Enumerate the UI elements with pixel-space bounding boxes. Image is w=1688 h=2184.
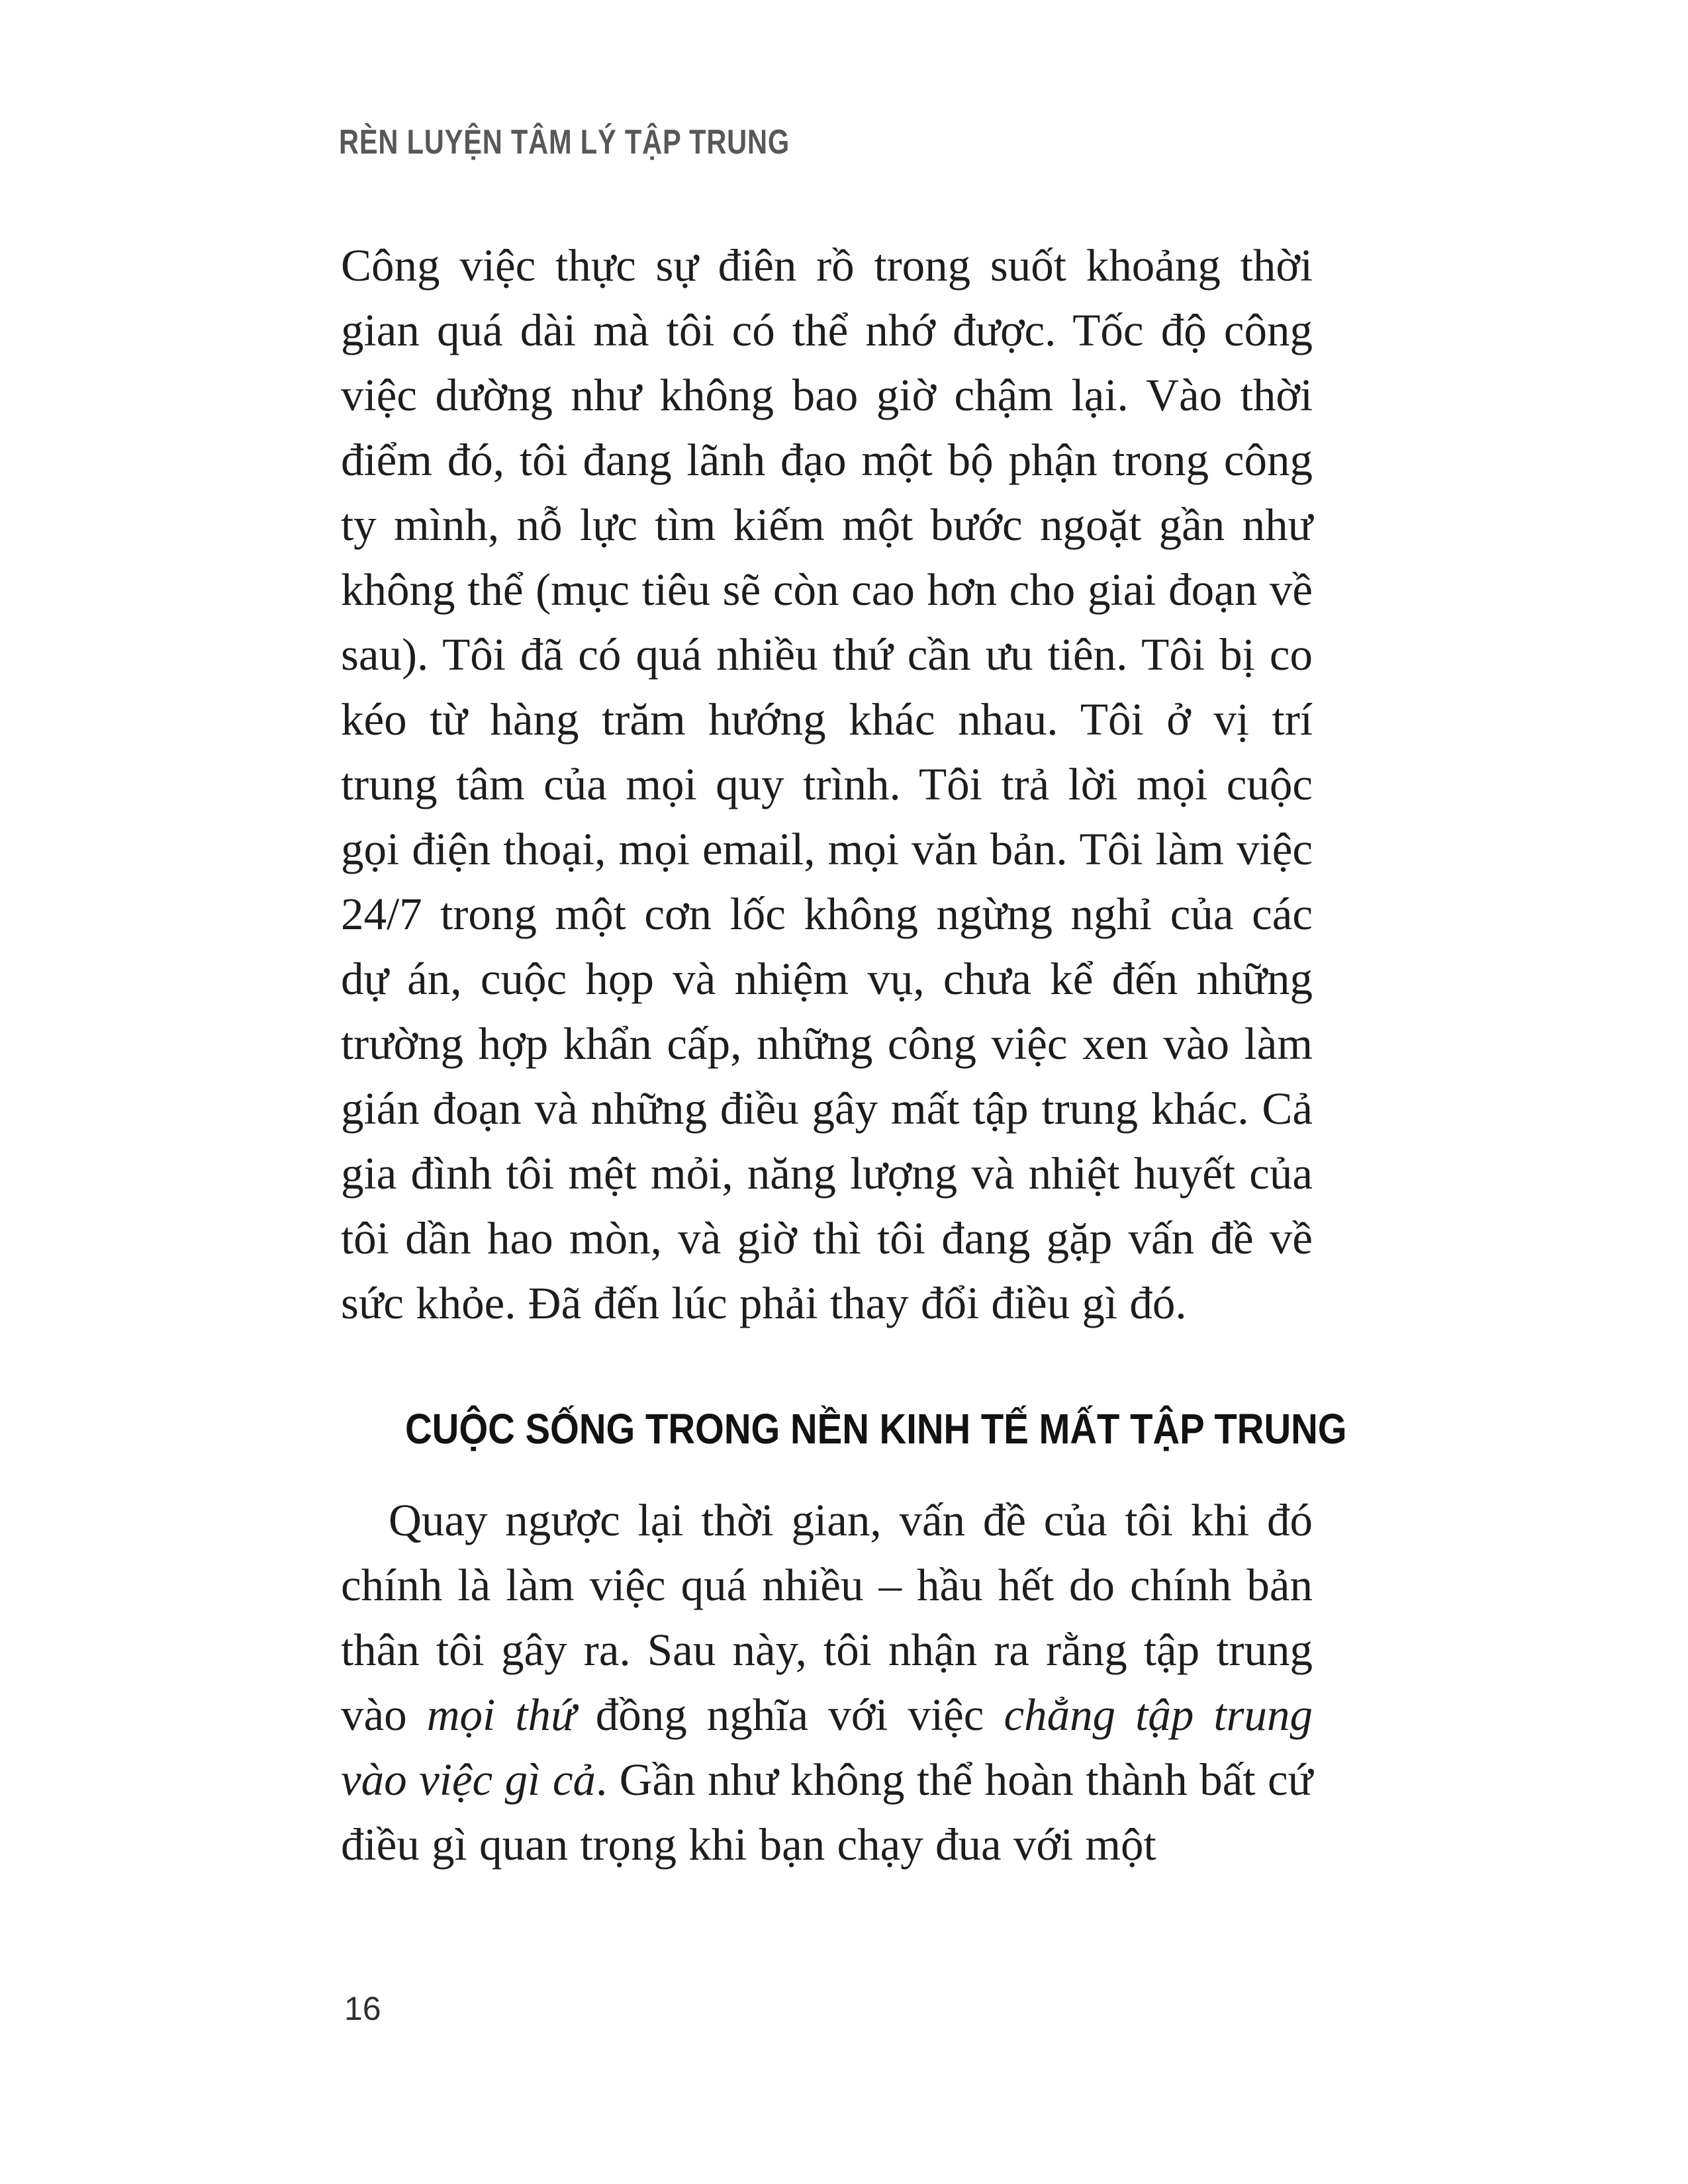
- italic-text-segment: mọi thứ: [426, 1690, 576, 1740]
- running-header-title: RÈN LUYỆN TÂM LÝ TẬP TRUNG: [339, 123, 790, 161]
- text-column: [341, 233, 1347, 1877]
- section-heading: [341, 1405, 1347, 1453]
- paragraph-work-crazy: Công việc thực sự điên rồ trong suốt khoảng thời gian quá dài mà tôi có thể nhớ được. Tốc độ công việc dường như không bao giờ chậm lại. Vào thời điểm đó, tôi đang lãnh đạo một bộ phận trong công ty mình, nỗ lực tìm kiếm một bước ngoặt gần như không thể (mục tiêu sẽ còn cao hơn cho giai đoạn về sau). Tôi đã có quá nhiều thứ cần ưu tiên. Tôi bị co kéo từ hàng trăm hướng khác nhau. Tôi ở vị trí trung tâm của mọi quy trình. Tôi trả lời mọi cuộc gọi điện thoại, mọi email, mọi văn bản. Tôi làm việc 24/7 trong một cơn lốc không ngừng nghỉ của các dự án, cuộc họp và nhiệm vụ, chưa kể đến những trường hợp khẩn cấp, những công việc xen vào làm gián đoạn và những điều gây mất tập trung khác. Cả gia đình tôi mệt mỏi, năng lượng và nhiệt huyết của tôi dần hao mòn, và giờ thì tôi đang gặp vấn đề về sức khỏe. Đã đến lúc phải thay đổi điều gì đó.: [341, 240, 1313, 1328]
- paragraph-distraction-economy: [341, 1488, 1313, 1877]
- text-segment: đồng nghĩa với việc: [575, 1690, 1004, 1740]
- text-segment: Quay ngược lại thời gian, vấn đề của tôi khi đó chính là làm việc quá nhiều – hầu hết do chính bản thân tôi gây ra. Sau này, tôi nhận ra rằng tập trung vào: [341, 1495, 1313, 1740]
- text-segment: . Gần như không thể hoàn thành bất cứ điều gì quan trọng khi bạn chạy đua với một: [341, 1754, 1313, 1870]
- page-number: 16: [344, 1990, 381, 2027]
- running-header: [339, 123, 902, 161]
- italic-text-segment: chẳng tập trung vào việc gì cả: [341, 1690, 1313, 1805]
- section-heading-text: CUỘC SỐNG TRONG NỀN KINH TẾ MẤT TẬP TRUNG: [404, 1405, 1347, 1453]
